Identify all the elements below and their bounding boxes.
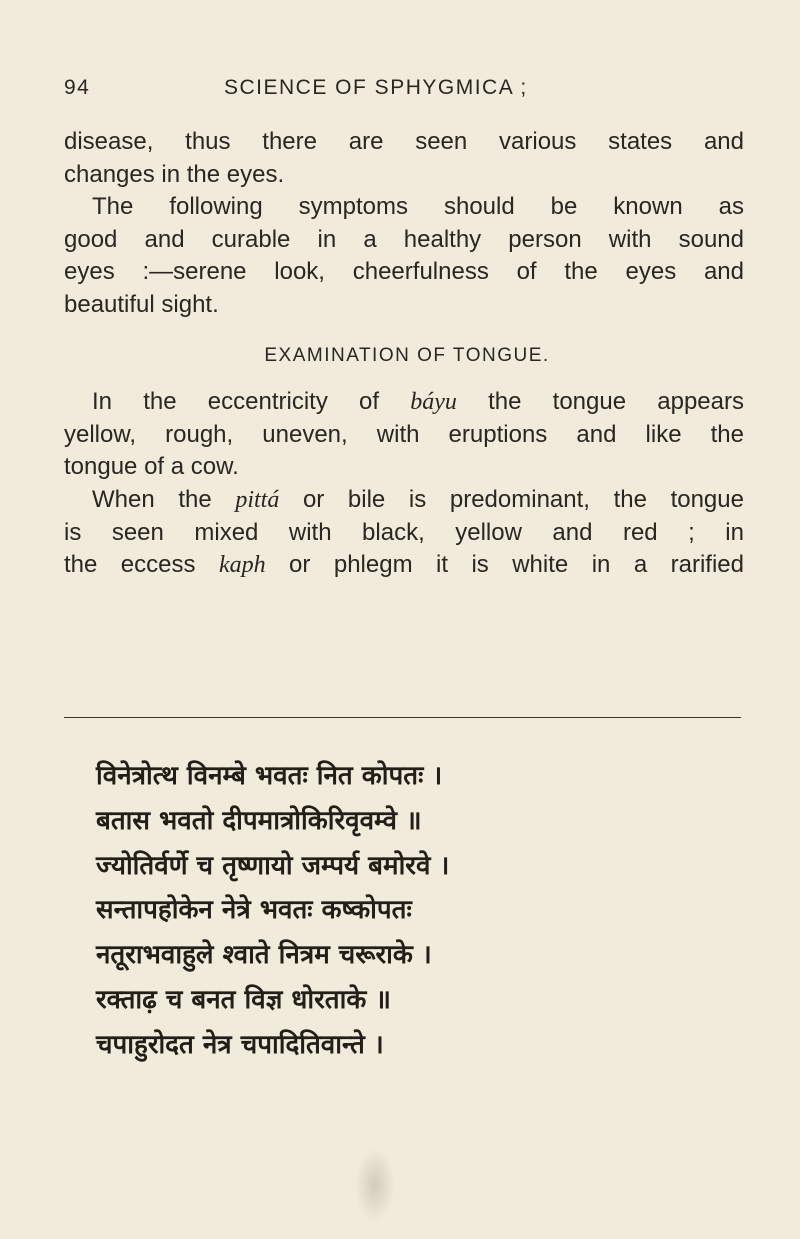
text-fragment: or phlegm it is white in a rarified xyxy=(265,551,744,579)
verse-line: बतास भवतो दीपमात्रोकिरिवृवम्वे ॥ xyxy=(96,805,422,836)
running-head: SCIENCE OF SPHYGMICA ; xyxy=(224,76,528,99)
sanskrit-verse xyxy=(96,754,736,1068)
text-line: eyes :—serene look, cheerfulness of the eyes and xyxy=(64,258,744,286)
footnote-rule xyxy=(64,717,741,718)
page-header xyxy=(64,76,744,108)
verse-line: ज्योतिर्वर्णे च तृष्णायो जम्पर्य बमोरवे । xyxy=(96,850,450,881)
text-line xyxy=(64,549,744,582)
text-line: is seen mixed with black, yellow and red ; in xyxy=(64,518,744,546)
text-fragment: When the xyxy=(92,485,236,513)
text-line: beautiful sight. xyxy=(64,290,219,318)
paper-stain xyxy=(355,1148,395,1223)
text-line: yellow, rough, uneven, with eruptions and like the xyxy=(64,420,744,448)
italic-term: pittá xyxy=(235,486,280,513)
body-text xyxy=(64,126,744,582)
text-line: disease, thus there are seen various states and xyxy=(64,128,744,155)
text-fragment: In the eccentricity of xyxy=(92,388,411,416)
verse-line: रक्ताढ़ च बनत विज्ञ धोरताके ॥ xyxy=(96,984,391,1015)
italic-term: kaph xyxy=(218,552,266,579)
text-line: tongue of a cow. xyxy=(64,453,239,481)
verse-line: विनेत्रोत्थ विनम्बे भवतः नित कोपतः । xyxy=(96,761,443,791)
section-heading: EXAMINATION OF TONGUE. xyxy=(264,344,550,366)
verse-line: सन्तापहोकेन नेत्रे भवतः कष्कोपतः xyxy=(96,895,412,926)
italic-term: báyu xyxy=(410,389,457,416)
page-number: 94 xyxy=(64,76,91,99)
text-line: The following symptoms should be known as xyxy=(92,193,744,221)
text-fragment: the tongue appears xyxy=(456,388,744,416)
text-line xyxy=(64,386,744,419)
verse-line: चपाहुरोदत नेत्र चपादितिवान्ते । xyxy=(96,1029,384,1060)
text-fragment: or bile is predominant, the tongue xyxy=(279,485,744,513)
text-line xyxy=(64,484,744,517)
verse-line: नतूराभवाहुले श्वाते नित्रम चरूराके । xyxy=(96,940,432,971)
text-line: changes in the eyes. xyxy=(64,160,285,188)
text-fragment: the eccess xyxy=(64,551,219,579)
text-line: good and curable in a healthy person with sound xyxy=(64,225,744,253)
